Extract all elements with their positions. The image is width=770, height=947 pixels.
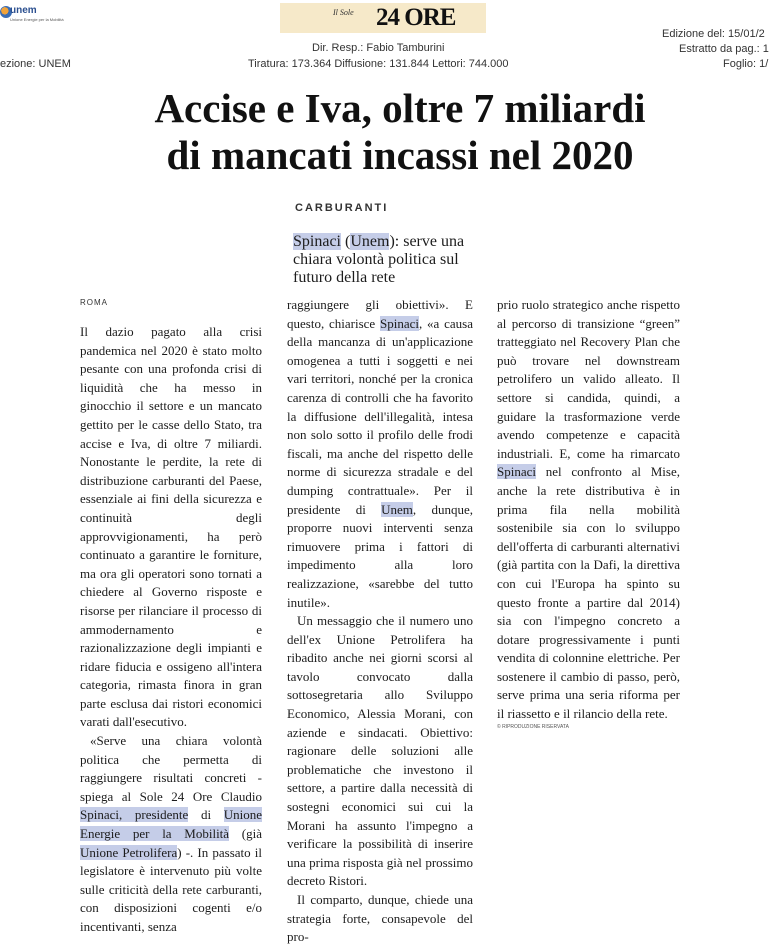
article-column-3 (497, 296, 680, 730)
article-headline (60, 85, 740, 179)
circulation-line: Tiratura: 173.364 Diffusione: 131.844 Lettori: 744.000 (248, 58, 509, 70)
section-label: ezione: UNEM (0, 58, 71, 70)
highlight-spinaci: Spinaci (380, 315, 419, 331)
paragraph (80, 732, 262, 937)
edition-date: Edizione del: 15/01/2 (662, 28, 765, 40)
highlight-unione-energie: Unione Energie per la Mobilità (80, 807, 262, 842)
paragraph: Il comparto, dunque, chiede una strategia forte, consapevole del pro- (287, 892, 473, 945)
unem-logo-text: unem (10, 5, 37, 16)
text-run: prio ruolo strategico anche rispetto al percorso di transizione “green” tratteggiato nel Recovery Plan che può trovare nel downstream petrolifero un valido alleato. Il settore si candida, quindi, a guidare la trasformazione verde avendo competenze e capacità industriali. E, come ha rimarcato (497, 297, 680, 461)
unem-logo (0, 2, 95, 42)
headline-line-1: Accise e Iva, oltre 7 miliardi (154, 85, 646, 131)
article-subhead (293, 233, 493, 287)
unem-logo-subtitle: Unione Energie per la Mobilità (10, 17, 64, 22)
subhead-org-highlight: Unem (350, 233, 390, 250)
dateline: ROMA (80, 298, 108, 307)
paragraph (497, 296, 680, 724)
subhead-text: ( (341, 233, 351, 250)
extract-page: Estratto da pag.: 1 (679, 43, 769, 55)
paragraph: Un messaggio che il numero uno dell'ex Unione Petrolifera ha ribadito anche nei giorni scorsi al tavolo convocato dalla sottosegretaria allo Sviluppo Economico, Alessia Morani, con aziende e sindacati. Obiettivo: ragionare delle soluzioni alle problematiche che investono il settore, a partire dalla necessità di sostegni economici sui cui la Morani ha assunto l'impegno a verificare la possibilità di inserire una prima risposta già nel prossimo decreto Ristori. (287, 613, 473, 889)
text-run: , dunque, proporre nuovi interventi senza rimuovere prima i fattori di impedimento alla loro realizzazione, «sarebbe del tutto inutile». (287, 501, 473, 610)
subhead-name-highlight: Spinaci (293, 233, 341, 250)
article-column-2 (287, 296, 473, 947)
paragraph: Il dazio pagato alla crisi pandemica nel 2020 è stato molto pesante con una profonda crisi di liquidità che ha messo in ginocchio il settore e un mancato gettito per le casse dello Stato, tra accise e Iva, di oltre 7 miliardi. Nonostante le perdite, la rete di distribuzione carburanti del Paese, essenziale ai fini della sicurezza e continuità degli approvvigionamenti, ha però continuato a garantire le forniture, ma ora gli operatori sono tornati a chiedere al Governo risposte e risorse per rilanciare il processo di ammodernamento e razionalizzazione degli impianti e ridare fiducia e ossigeno all'intera categoria, rimasta finora in gran parte esclusa dai ristori economici varati dall'esecutivo. (80, 324, 262, 730)
highlight-spinaci-presidente: Spinaci, presidente (80, 807, 189, 823)
text-run: di (188, 807, 224, 823)
text-run: nel confronto al Mise, anche la rete distributiva è in prima fila nella mobilità sostenibile sia con lo sviluppo dell'offerta di carburanti alternativi (già partita con la Dafi, la direttiva con cui l'Europa ha spinto su questo fronte a partire dal 2014) sia con l'impegno concreto a dotare progressivamente i punti vendita di colonnine elettriche. Per sostenere il cambio di passo, però, serve prima una seria riforma per il riassetto e il rilancio della rete. (497, 464, 680, 722)
highlight-spinaci: Spinaci (497, 464, 536, 480)
paragraph (287, 296, 473, 612)
subhead-text: ): serve una chiara volontà politica sul futuro della rete (293, 233, 465, 286)
article-column-1 (80, 323, 262, 937)
text-run: raggiungere gli obiettivi». E questo, chiarisce (287, 297, 473, 331)
highlight-unem: Unem (381, 501, 413, 517)
highlight-unione-petrolifera: Unione Petrolifera (80, 844, 178, 860)
text-run: (già (229, 826, 262, 842)
il-sole-24-ore-logo (280, 3, 486, 33)
headline-line-2: di mancati incassi nel 2020 (166, 132, 634, 178)
text-run: «Serve una chiara volontà politica che permetta di raggiungere risultati concreti - spiega al Sole 24 Ore Claudio (80, 733, 262, 804)
logo-il-sole-text: Il Sole (333, 8, 354, 17)
director-line: Dir. Resp.: Fabio Tamburini (312, 42, 445, 54)
text-run: ) -. In passato il legislatore è intervenuto più volte sulle criticità della rete carburanti, con disposizioni cogenti e/o incentivanti, senza (80, 844, 262, 934)
logo-24-ore-text: 24 ORE (376, 4, 456, 31)
sheet-number: Foglio: 1/ (723, 58, 769, 70)
article-kicker: CARBURANTI (295, 202, 389, 214)
reproduction-note: © RIPRODUZIONE RISERVATA (497, 723, 569, 730)
text-run: , «a causa della mancanza di un'applicazione omogenea a tutti i soggetti e nei vari territori, nonché per la cronica carenza di controlli che ha favorito la diffusione dell'illegalità, intesa non solo sotto il profilo delle frodi fiscali, ma anche del rispetto delle norme di sicurezza stradale e del dumping contrattuale». Per il presidente di (287, 315, 473, 517)
